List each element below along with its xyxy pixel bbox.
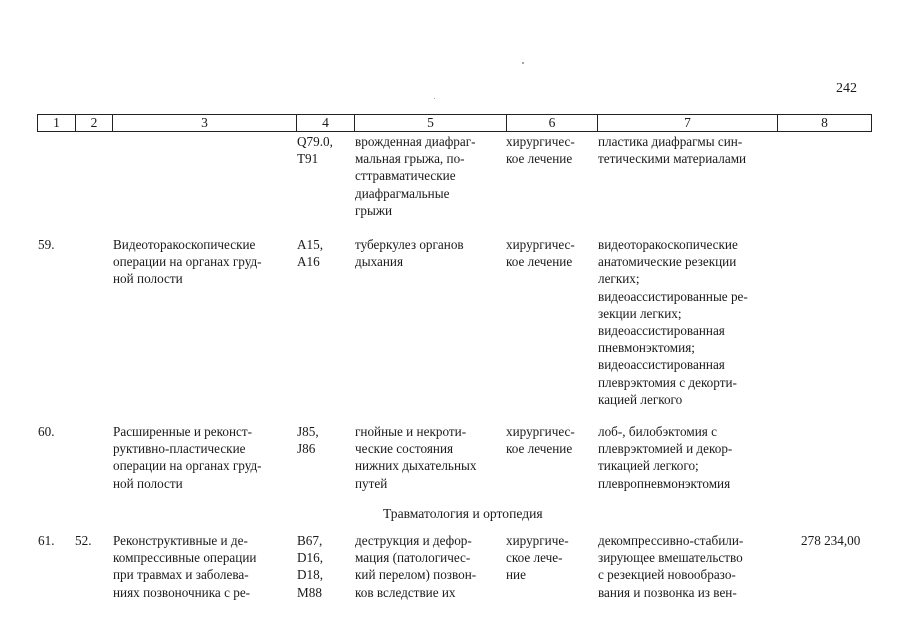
text-line: диафрагмальные [355,185,450,201]
text-line: кое лечение [506,441,573,457]
text-line: ние [506,567,526,583]
intervention-name [113,532,285,601]
text-line: дыхания [355,254,404,270]
text-line: зирующее вмешательство [598,550,743,566]
row-number: 60. [38,424,55,439]
text-line: легких; [598,271,640,287]
code-line: T91 [297,151,319,167]
text-line: Видеоторакоскопические [113,237,256,252]
code-line: A16 [297,254,320,270]
text-line: с резекцией новообразо- [598,567,736,583]
text-line: мальная грыжа, по- [355,151,465,167]
text-line: хирургиче- [506,533,569,548]
cost-value: 278 234,00 [801,533,861,548]
text-line: Расширенные и реконст- [113,424,253,439]
intervention-name [113,236,285,288]
row-number: 61. [38,533,55,548]
text-line: видеоассистированная [598,323,725,339]
text-line: деструкция и дефор- [355,533,472,548]
code-line: J85, [297,424,319,439]
text-line: ческие состояния [355,441,454,457]
text-line: операции на органах груд- [113,254,262,270]
icd-codes [297,423,349,457]
treatment-method [598,532,768,601]
column-header-2: 2 [76,115,113,132]
text-line: компрессивные операции [113,550,257,566]
text-line: анатомические резекции [598,254,737,270]
text-line: кацией легкого [598,391,683,407]
treatment-method [598,423,768,492]
page-number: 242 [836,81,857,96]
text-line: тетическими материалами [598,151,747,167]
treatment-type [506,133,592,167]
icd-codes [297,133,349,167]
text-line: лоб-, билобэктомия с [598,424,717,439]
scan-speck [522,62,524,64]
patient-model [355,236,494,270]
text-line: путей [355,475,388,491]
section-title: Травматология и ортопедия [383,506,543,521]
treatment-type [506,423,592,457]
treatment-type [506,532,588,584]
text-line: зекции легких; [598,305,682,321]
code-line: M88 [297,584,322,600]
text-line: плеврэктомия с декорти- [598,374,737,390]
text-line: хирургичес- [506,134,575,149]
patient-model [355,532,494,601]
code-line: A15, [297,237,324,252]
text-line: видеоассистированные ре- [598,288,748,304]
text-line: пластика диафрагмы син- [598,134,743,149]
row-number: 59. [38,237,55,252]
text-line: ной полости [113,475,183,491]
text-line: ков вследствие их [355,584,456,600]
text-line: операции на органах груд- [113,458,262,474]
column-header-8: 8 [778,115,872,132]
text-line: видеоторакоскопические [598,237,738,252]
column-header-row [38,115,872,132]
treatment-method [598,236,768,408]
icd-codes [297,236,349,270]
column-header-3: 3 [113,115,297,132]
text-line: врожденная диафраг- [355,134,476,149]
text-line: видеоассистированная [598,357,725,373]
text-line: хирургичес- [506,237,575,252]
scan-speck [434,98,435,99]
column-header-5: 5 [355,115,507,132]
text-line: плеврэктомией и декор- [598,441,733,457]
code-line: D18, [297,567,324,583]
text-line: кое лечение [506,254,573,270]
treatment-type [506,236,592,270]
text-line: мация (патологичес- [355,550,471,566]
text-line: кий перелом) позвон- [355,567,477,583]
text-line: тикацией легкого; [598,458,699,474]
text-line: ниях позвоночника с ре- [113,584,251,600]
code-line: D16, [297,550,324,566]
code-line: J86 [297,441,316,457]
text-line: хирургичес- [506,424,575,439]
text-line: сттравматические [355,168,456,184]
text-line: ной полости [113,271,183,287]
text-line: плевропневмонэктомия [598,475,731,491]
column-header-table [37,114,872,132]
text-line: Реконструктивные и де- [113,533,248,548]
text-line: декомпрессивно-стабили- [598,533,744,548]
icd-codes [297,532,349,601]
patient-model [355,423,494,492]
text-line: ское лече- [506,550,563,566]
group-number: 52. [75,533,92,548]
text-line: гнойные и некроти- [355,424,467,439]
text-line: туберкулез органов [355,237,464,252]
text-line: нижних дыхательных [355,458,477,474]
column-header-6: 6 [507,115,598,132]
code-line: B67, [297,533,323,548]
column-header-1: 1 [38,115,76,132]
text-line: грыжи [355,202,393,218]
column-header-4: 4 [297,115,355,132]
text-line: при травмах и заболева- [113,567,249,583]
column-header-7: 7 [598,115,778,132]
code-line: Q79.0, [297,134,333,149]
patient-model [355,133,494,219]
intervention-name [113,423,285,492]
text-line: вания и позвонка из вен- [598,584,737,600]
text-line: кое лечение [506,151,573,167]
text-line: пневмонэктомия; [598,340,695,356]
treatment-method [598,133,768,167]
text-line: руктивно-пластические [113,441,246,457]
